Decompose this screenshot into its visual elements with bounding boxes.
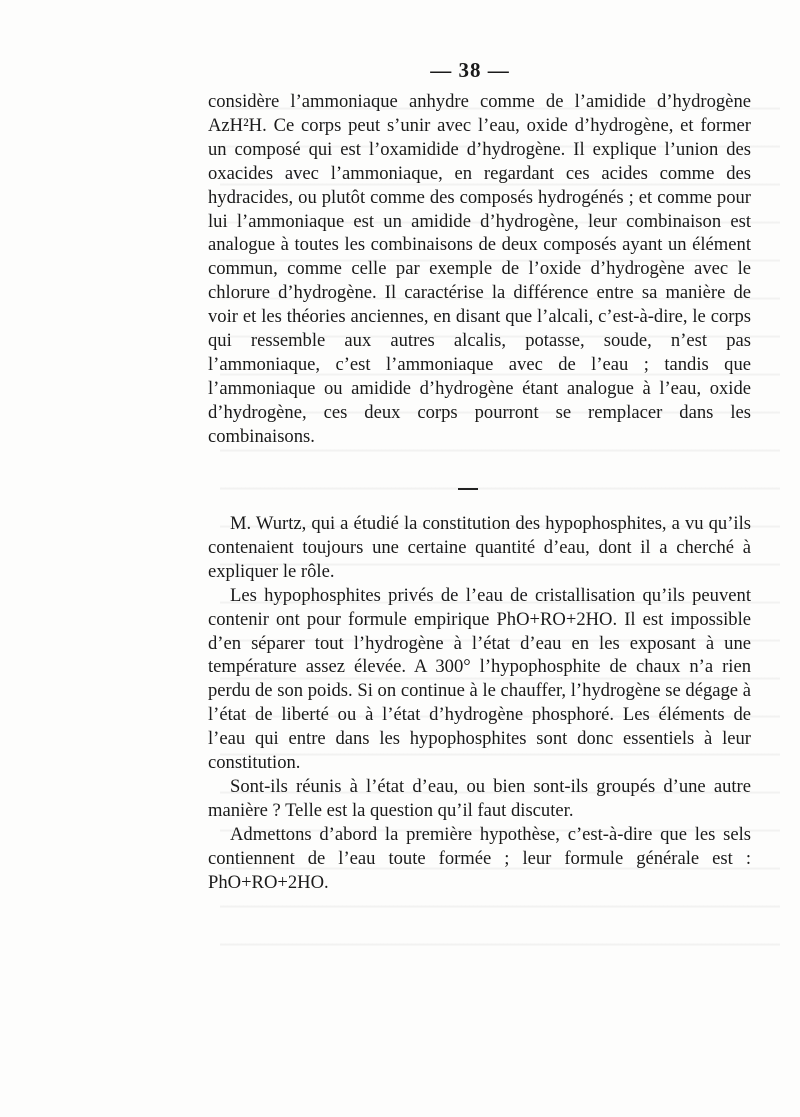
paragraph: Sont-ils réunis à l’état d’eau, ou bien sont-ils groupés d’une autre manière ? Telle est la question qu’il faut discuter. — [208, 775, 751, 821]
paragraph: considère l’ammoniaque anhydre comme de l’amidide d’hydrogène AzH²H. Ce corps peut s’unir avec l’eau, oxide d’hydrogène, et former un composé qui est l’oxamidide d’hydrogène. Il explique l’union des oxacides avec l’ammoniaque, en regardant ces acides comme des hydracides, ou plutôt comme des composés hydrogénés ; et comme pour lui l’ammoniaque est un amidide d’hydrogène, leur combinaison est analogue à toutes les combinaisons de deux composés ayant un élément commun, comme celle par exemple de l’oxide d’hydrogène avec le chlorure d’hydrogène. Il caractérise la différence entre sa manière de voir et les théories anciennes, en disant que l’alcali, c’est-à-dire, le corps qui ressemble aux autres alcalis, potasse, soude, n’est pas l’ammoniaque, c’est l’ammoniaque avec de l’eau ; tandis que l’ammoniaque ou amidide d’hydrogène étant analogue à l’eau, oxide d’hydrogène, ces deux corps pourront se remplacer dans les combinaisons. — [208, 91, 751, 447]
paragraph: Les hypophosphites privés de l’eau de cristallisation qu’ils peuvent contenir ont pour formule empirique PhO+RO+2HO. Il est impossible d’en séparer tout l’hydrogène à l’état d’eau en les exposant à une température assez élevée. A 300° l’hypophosphite de chaux n’a rien perdu de son poids. Si on continue à le chauffer, l’hydrogène se dégage à l’état de liberté ou à l’état d’hydrogène phosphoré. Les éléments de l’eau qui entre dans les hypophosphites sont donc essentiels à leur constitution. — [208, 584, 751, 774]
paragraph: M. Wurtz, qui a étudié la constitution des hypophosphites, a vu qu’ils contenaient toujours une certaine quantité d’eau, dont il a cherché à expliquer le rôle. — [208, 513, 751, 582]
page-number: — 38 — — [430, 58, 510, 82]
section-separator — [458, 488, 478, 490]
paragraph: Admettons d’abord la première hypothèse, c’est-à-dire que les sels contiennent de l’eau toute formée ; leur formule générale est : PhO+RO+2HO. — [208, 823, 751, 893]
body-text-bottom — [208, 512, 751, 895]
body-text-top — [208, 90, 751, 449]
